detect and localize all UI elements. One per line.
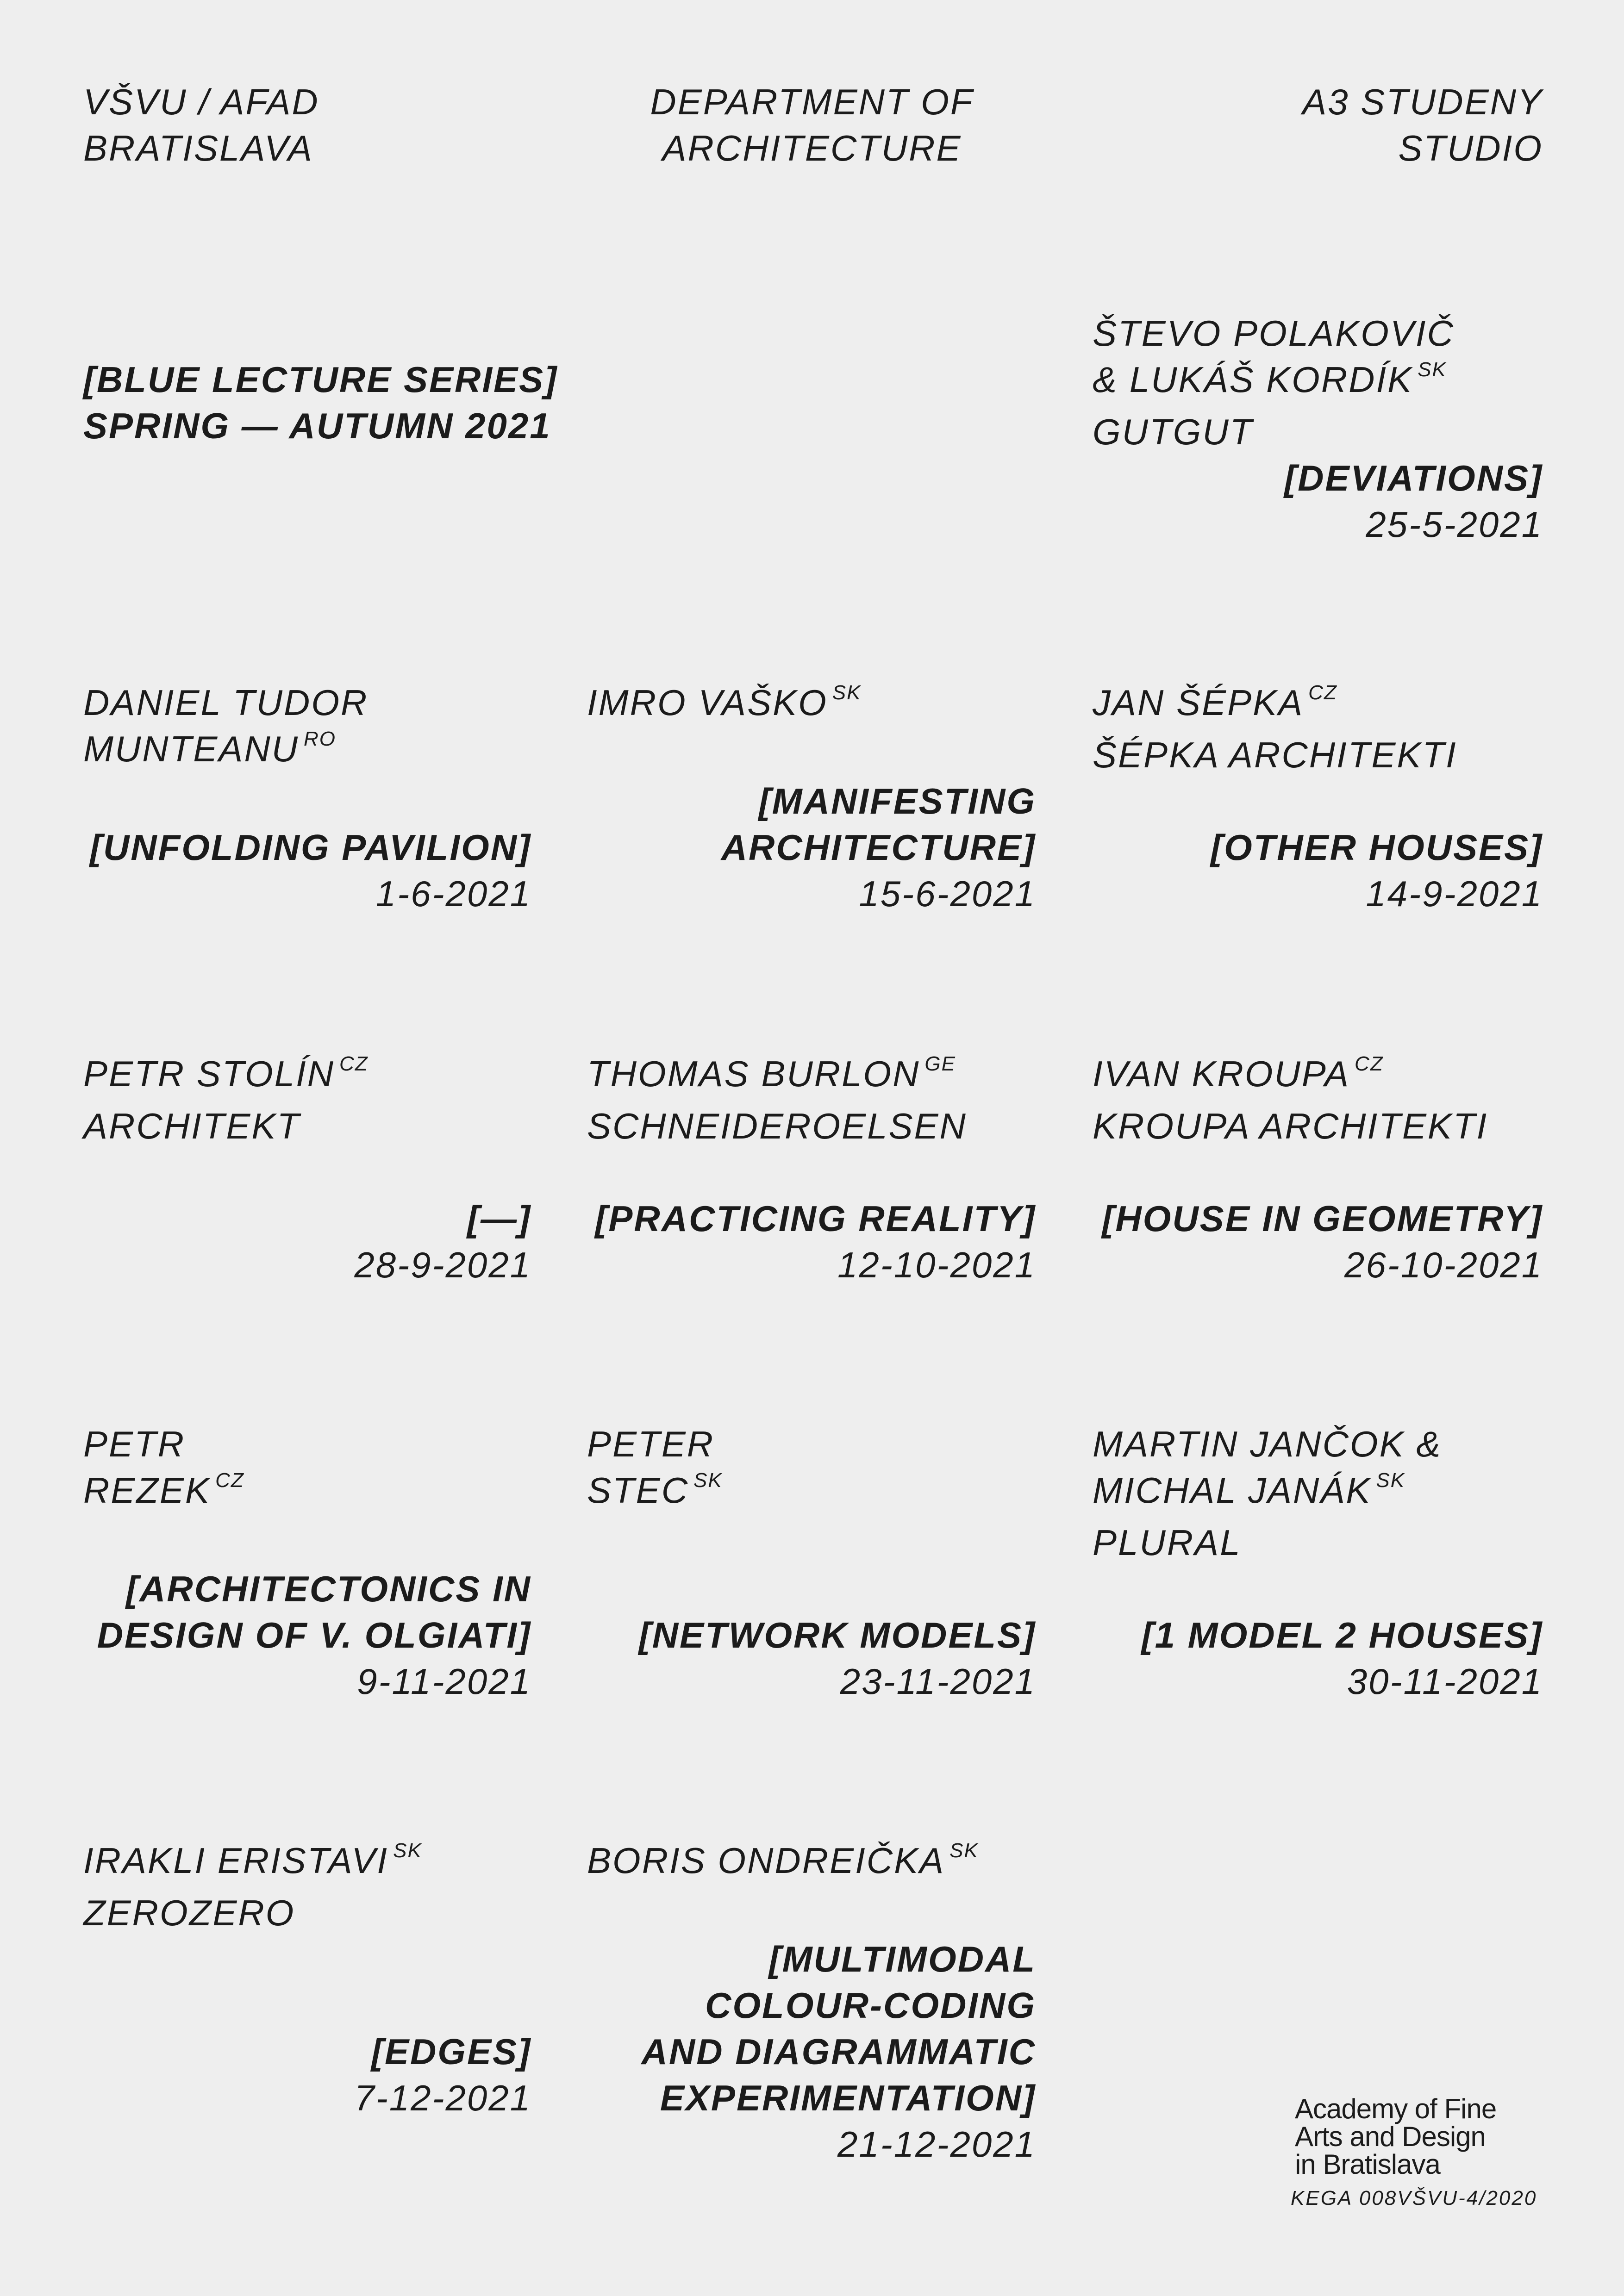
country-code: CZ xyxy=(215,1469,244,1492)
lecture-card xyxy=(1093,1421,1543,1705)
lecture-title: [—] xyxy=(467,1198,531,1239)
lecture-title: [EDGES] xyxy=(371,2031,531,2072)
lecture-title: [PRACTICING REALITY] xyxy=(595,1198,1036,1239)
lecture-title: [ARCHITECTONICS IN DESIGN OF V. OLGIATI] xyxy=(97,1568,531,1655)
speaker-name: PETER STEC $^{SK}$ xyxy=(587,1424,723,1511)
country-code: SK xyxy=(1376,1469,1405,1492)
country-code: SK xyxy=(393,1839,422,1862)
speaker-studio: ZEROZERO xyxy=(83,1892,295,1933)
grant-number: KEGA 008VŠVU-4/2020 xyxy=(1291,2187,1537,2209)
lecture-card xyxy=(587,1421,1036,1705)
lecture-date: 12-10-2021 xyxy=(837,1244,1036,1285)
lecture-card xyxy=(1093,679,1543,917)
speaker-name: IVAN KROUPA $^{CZ}$ xyxy=(1093,1052,1384,1094)
country-code: RO xyxy=(304,728,336,750)
country-code: SK xyxy=(949,1839,979,1862)
lecture-card xyxy=(83,679,531,917)
lecture-card xyxy=(587,679,1036,917)
country-code: SK xyxy=(832,681,862,704)
series-title: [BLUE LECTURE SERIES] SPRING — AUTUMN 2021 xyxy=(83,359,558,446)
lecture-date: 23-11-2021 xyxy=(840,1661,1036,1702)
academy-logo: Academy of Fine Arts and Design in Bratislava xyxy=(1295,2093,1497,2180)
lecture-date: 26-10-2021 xyxy=(1344,1244,1543,1285)
lecture-card xyxy=(83,1421,531,1705)
speaker-studio: ARCHITEKT xyxy=(83,1106,301,1146)
country-code: GE xyxy=(924,1052,956,1075)
speaker-name: PETR STOLÍN $^{CZ}$ xyxy=(83,1052,369,1094)
lecture-date: 25-5-2021 xyxy=(1366,504,1543,545)
speaker-name: DANIEL TUDOR MUNTEANU $^{RO}$ xyxy=(83,682,369,769)
speaker-studio: KROUPA ARCHITEKTI xyxy=(1093,1106,1488,1146)
lecture-date: 21-12-2021 xyxy=(837,2124,1036,2165)
country-code: CZ xyxy=(1355,1052,1384,1075)
speaker-name: PETR REZEK $^{CZ}$ xyxy=(83,1424,244,1511)
speaker-name: JAN ŠÉPKA $^{CZ}$ xyxy=(1093,681,1337,723)
speaker-studio: GUTGUT xyxy=(1093,411,1254,452)
lecture-card xyxy=(83,1837,531,2121)
lecture-card xyxy=(1093,310,1543,548)
speaker-studio: PLURAL xyxy=(1093,1522,1242,1563)
lecture-date: 9-11-2021 xyxy=(357,1661,531,1702)
speaker-name: IRAKLI ERISTAVI $^{SK}$ xyxy=(83,1839,422,1881)
country-code: CZ xyxy=(339,1052,369,1075)
lecture-date: 14-9-2021 xyxy=(1366,873,1543,914)
lecture-title: [UNFOLDING PAVILION] xyxy=(89,827,531,868)
lecture-card xyxy=(83,1051,531,1288)
country-code: SK xyxy=(1418,358,1447,381)
lecture-title: [1 MODEL 2 HOUSES] xyxy=(1141,1615,1543,1655)
lecture-date: 1-6-2021 xyxy=(375,873,531,914)
lecture-title: [HOUSE IN GEOMETRY] xyxy=(1102,1198,1543,1239)
country-code: CZ xyxy=(1308,681,1337,704)
speaker-studio: SCHNEIDEROELSEN xyxy=(587,1106,967,1146)
lecture-date: 28-9-2021 xyxy=(354,1244,531,1285)
header-studio: A3 STUDENY STUDIO xyxy=(1302,81,1543,168)
speaker-name: BORIS ONDREIČKA $^{SK}$ xyxy=(587,1839,979,1881)
speaker-name: THOMAS BURLON $^{GE}$ xyxy=(587,1052,956,1094)
header-institution: VŠVU / AFAD BRATISLAVA xyxy=(83,81,319,168)
lecture-title: [OTHER HOUSES] xyxy=(1210,827,1543,868)
lecture-date: 15-6-2021 xyxy=(859,873,1036,914)
lecture-title: [NETWORK MODELS] xyxy=(638,1615,1036,1655)
lecture-card xyxy=(1093,1051,1543,1288)
lecture-title: [MULTIMODAL COLOUR-CODING AND DIAGRAMMATIC EXPERIMENTATION] xyxy=(641,1939,1036,2118)
speaker-name: ŠTEVO POLAKOVIČ & LUKÁŠ KORDÍK $^{SK}$ xyxy=(1093,313,1455,400)
lecture-card xyxy=(587,1051,1036,1288)
lecture-card xyxy=(587,1837,1036,2167)
speaker-name: MARTIN JANČOK & MICHAL JANÁK $^{SK}$ xyxy=(1093,1424,1442,1511)
lecture-date: 7-12-2021 xyxy=(354,2078,531,2118)
country-code: SK xyxy=(693,1469,723,1492)
lecture-title: [DEVIATIONS] xyxy=(1284,458,1543,498)
speaker-name: IMRO VAŠKO $^{SK}$ xyxy=(587,681,862,723)
speaker-studio: ŠÉPKA ARCHITEKTI xyxy=(1093,734,1457,775)
lecture-title: [MANIFESTING ARCHITECTURE] xyxy=(721,781,1036,868)
lecture-date: 30-11-2021 xyxy=(1347,1661,1543,1702)
header-department: DEPARTMENT OF ARCHITECTURE xyxy=(650,81,974,168)
